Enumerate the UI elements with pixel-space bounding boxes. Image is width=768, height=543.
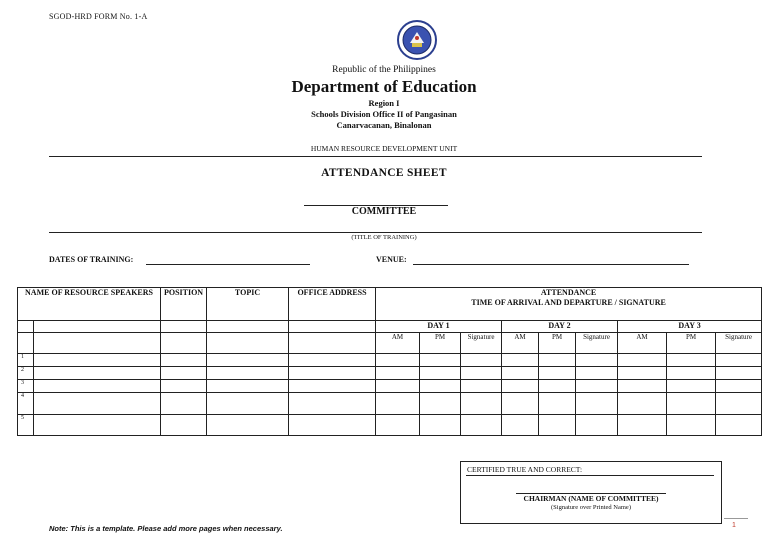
table-row: [18, 380, 762, 393]
table-row: [18, 354, 762, 367]
day-3-header: DAY 3: [618, 321, 762, 333]
subheader-row: [18, 333, 762, 354]
day-header-row: [18, 321, 762, 333]
day3-am-header: AM: [618, 333, 667, 354]
col-office-header: OFFICE ADDRESS: [289, 288, 376, 321]
day3-signature-header: Signature: [716, 333, 762, 354]
address-line: Canarvacanan, Binalonan: [336, 120, 432, 130]
row-number: 1: [18, 354, 34, 367]
day2-pm-header: PM: [539, 333, 576, 354]
certified-label: CERTIFIED TRUE AND CORRECT:: [467, 465, 583, 474]
venue-blank-line: [413, 264, 689, 265]
region-line: Region I: [368, 98, 400, 108]
unit-line: HUMAN RESOURCE DEVELOPMENT UNIT: [310, 144, 458, 153]
col-name-header: NAME OF RESOURCE SPEAKERS: [18, 288, 161, 321]
row-number: 4: [18, 393, 34, 415]
table-row: [18, 367, 762, 380]
form-number: SGOD-HRD FORM No. 1-A: [49, 12, 148, 21]
day1-pm-header: PM: [420, 333, 461, 354]
republic-line: Republic of the Philippines: [332, 65, 436, 75]
dates-blank-line: [146, 264, 310, 265]
venue-label: VENUE:: [376, 255, 407, 264]
department-title: Department of Education: [291, 77, 477, 96]
dates-of-training-label: DATES OF TRAINING:: [49, 255, 134, 264]
table-row: [18, 415, 762, 436]
row-number: 3: [18, 380, 34, 393]
page-title: ATTENDANCE SHEET: [321, 167, 447, 179]
page-number-rule: [724, 518, 748, 519]
col-attendance-header: [376, 288, 762, 321]
division-line: Schools Division Office II of Pangasinan: [311, 109, 457, 119]
table-row: [18, 393, 762, 415]
day-2-header: DAY 2: [502, 321, 618, 333]
day-1-header: DAY 1: [376, 321, 502, 333]
day2-am-header: AM: [502, 333, 539, 354]
col-topic-header: TOPIC: [207, 288, 289, 321]
day2-signature-header: Signature: [576, 333, 618, 354]
page-number: 1: [732, 522, 736, 529]
day3-pm-header: PM: [667, 333, 716, 354]
chairman-label: CHAIRMAN (NAME OF COMMITTEE): [523, 494, 659, 503]
attendance-table: [17, 287, 762, 436]
col-position-header: POSITION: [161, 288, 207, 321]
attendance-header-line1: ATTENDANCE: [540, 288, 597, 297]
committee-label: COMMITTEE: [351, 206, 417, 217]
row-number: 2: [18, 367, 34, 380]
template-note: Note: This is a template. Please add more pages when necessary.: [49, 524, 283, 533]
certified-underline: [466, 475, 714, 476]
day1-am-header: AM: [376, 333, 420, 354]
table-header-row: [18, 288, 762, 321]
deped-seal-icon: [397, 20, 437, 60]
row-number: 5: [18, 415, 34, 436]
training-title-line: [49, 232, 702, 233]
signature-note: (Signature over Printed Name): [551, 504, 631, 511]
day1-signature-header: Signature: [461, 333, 502, 354]
header-divider: [49, 156, 702, 157]
attendance-header-line2: TIME OF ARRIVAL AND DEPARTURE / SIGNATURE: [471, 298, 666, 307]
title-of-training-label: (TITLE OF TRAINING): [351, 234, 417, 241]
